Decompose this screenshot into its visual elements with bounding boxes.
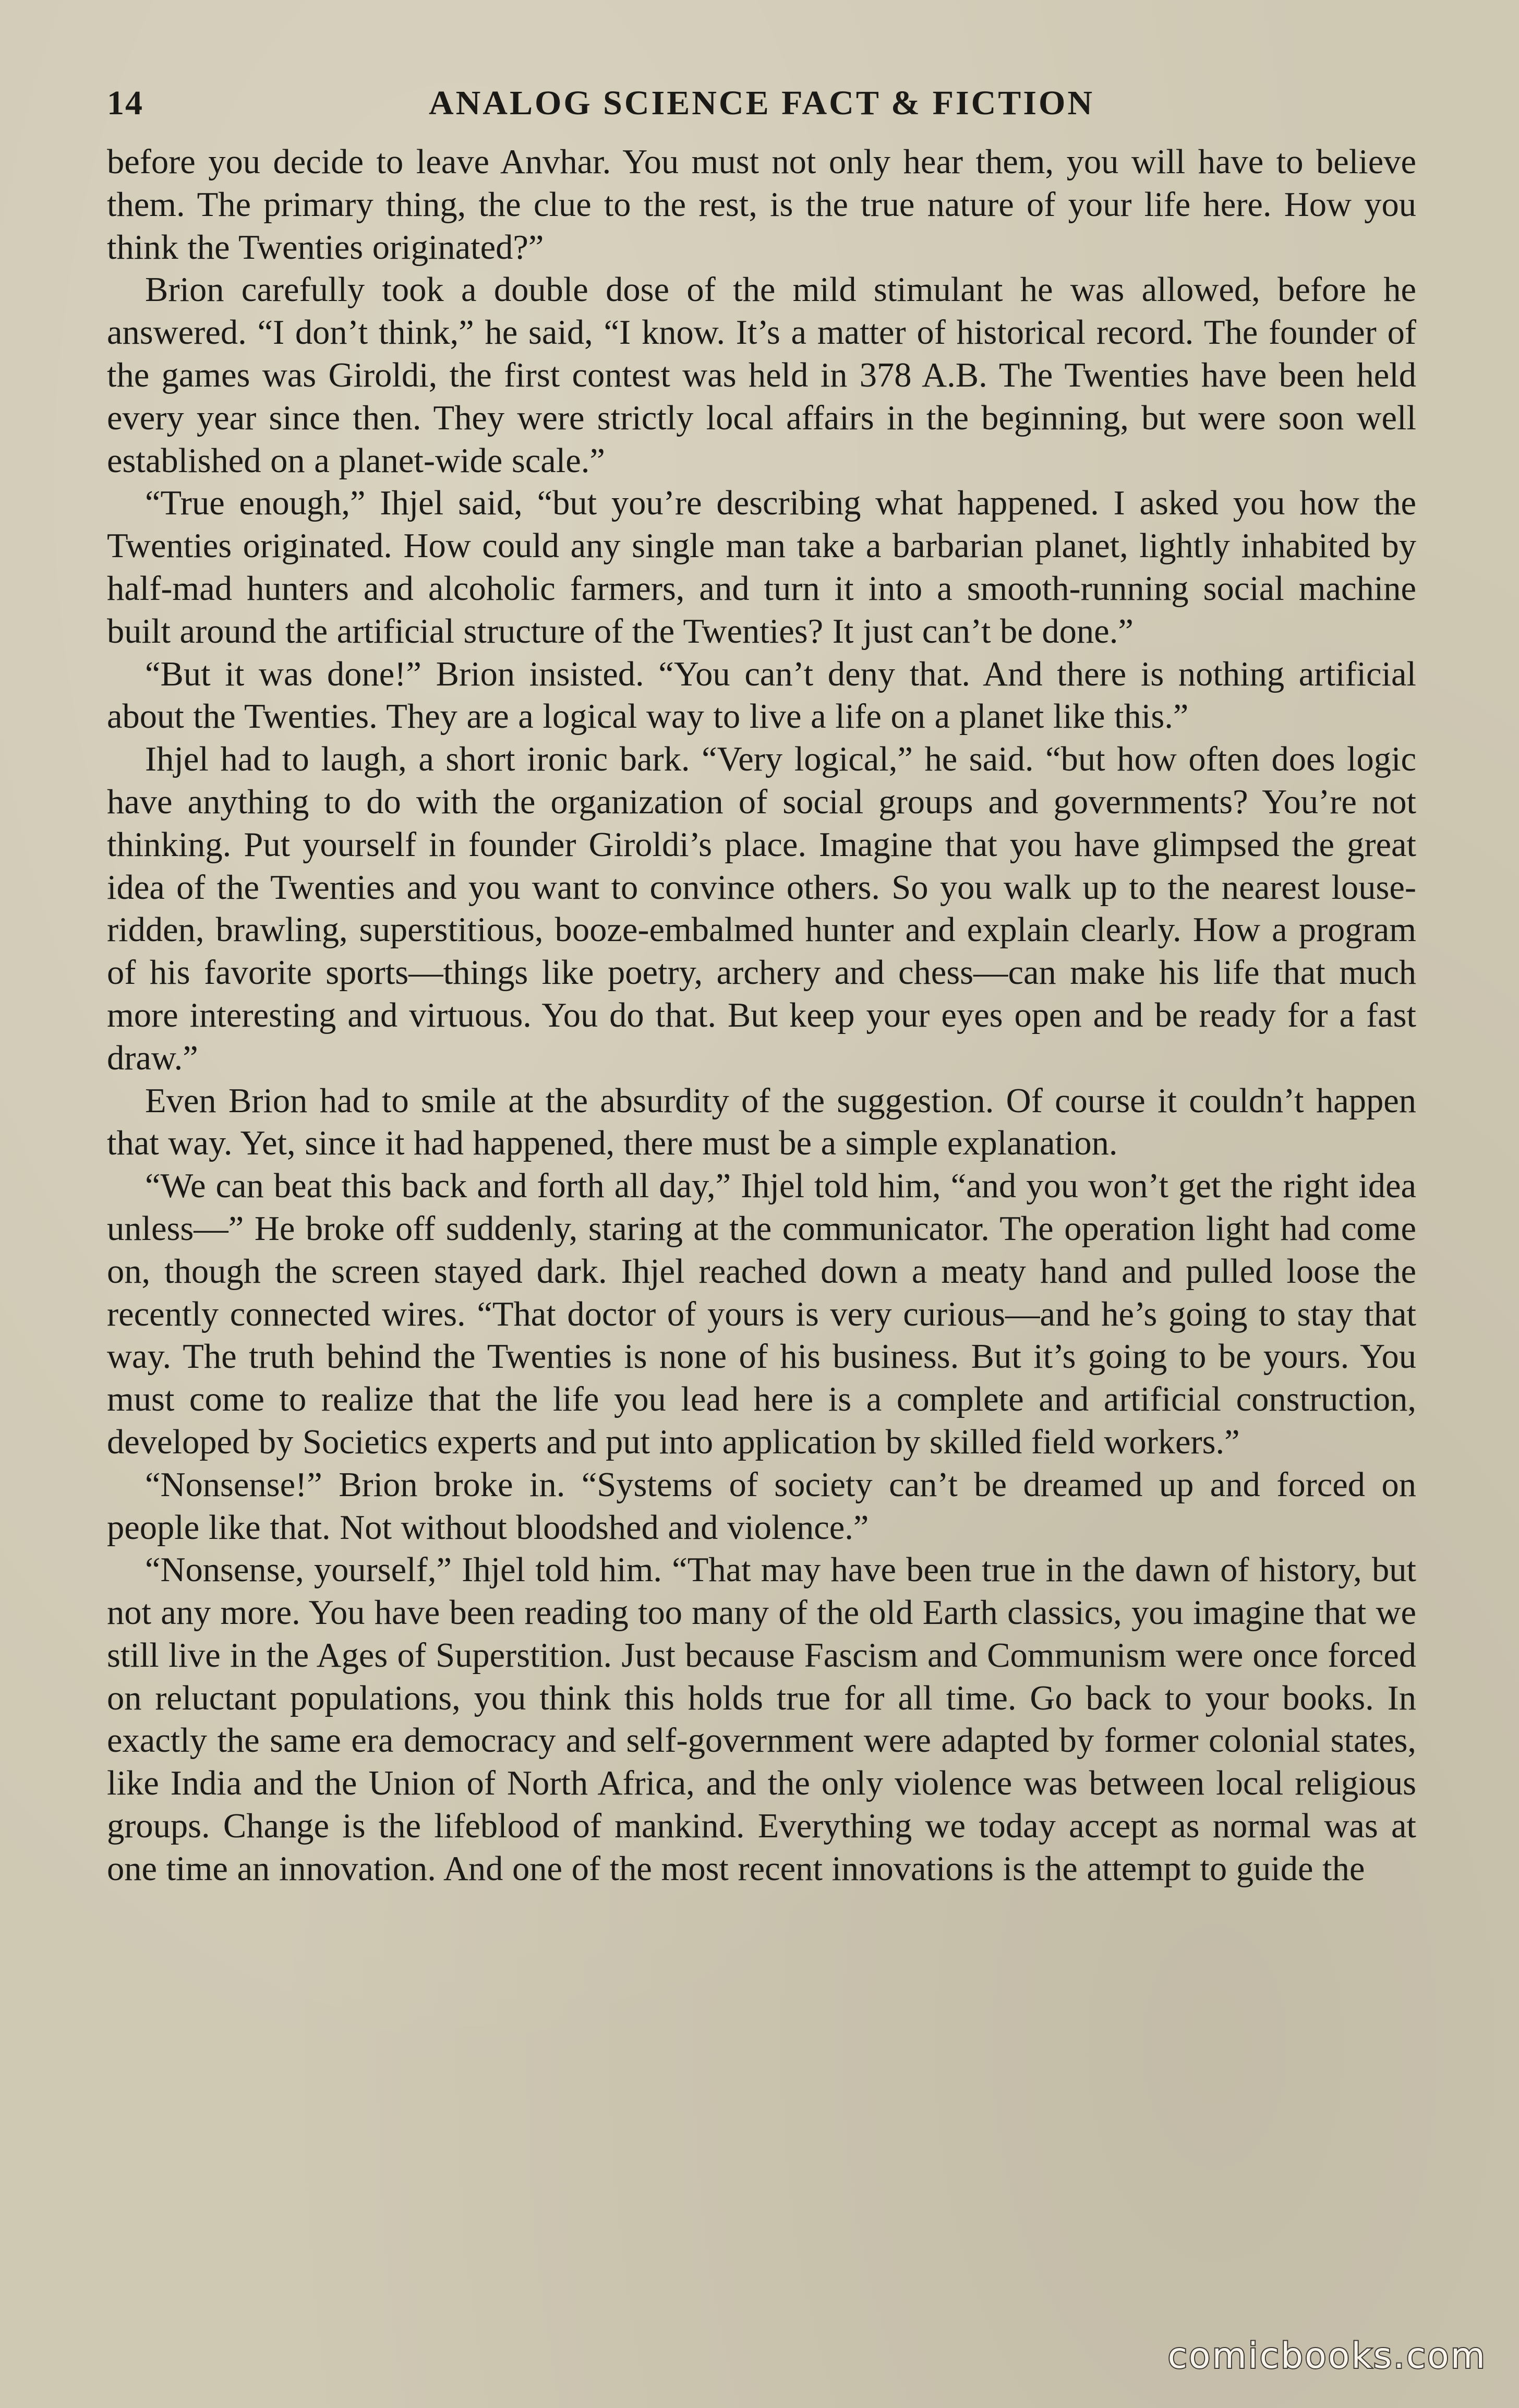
paragraph: Even Brion had to smile at the absurdity of the suggestion. Of course it couldn’t happen that way. Yet, since it had happened, there must be a simple explanation. bbox=[107, 1081, 1416, 1163]
paragraph: “True enough,” Ihjel said, “but you’re describing what happened. I asked you how the Twenties originated. How could any single man take a barbarian planet, lightly inhabited by half-mad hunters and alcoholic farmers, and turn it into a smooth-running social machine built around the artificial structure of the Twenties? It just can’t be done.” bbox=[107, 484, 1416, 651]
paragraph: “We can beat this back and forth all day,” Ihjel told him, “and you won’t get the right idea unless—” He broke off suddenly, staring at the communicator. The operation light had come on, though the screen stayed dark. Ihjel reached down a meaty hand and pulled loose the recently connected wires. “That doctor of yours is very curious—and he’s going to stay that way. The truth behind the Twenties is none of his business. But it’s going to be yours. You must come to realize that the life you lead here is a complete and artificial construction, developed by Societics experts and put into application by skilled field workers.” bbox=[107, 1167, 1416, 1461]
running-title: ANALOG SCIENCE FACT & FICTION bbox=[428, 84, 1095, 122]
page-number: 14 bbox=[107, 84, 143, 122]
paragraph: “Nonsense!” Brion broke in. “Systems of society can’t be dreamed up and forced on people like that. Not without bloodshed and violence.” bbox=[107, 1465, 1416, 1547]
paragraph: Brion carefully took a double dose of the mild stimulant he was allowed, before he answered. “I don’t think,” he said, “I know. It’s a matter of historical record. The founder of the games was Giroldi, the first contest was held in 378 A.B. The Twenties have been held every year since then. They were strictly local affairs in the beginning, but were soon well established on a planet-wide scale.” bbox=[107, 271, 1416, 480]
paragraph: Ihjel had to laugh, a short ironic bark. “Very logical,” he said. “but how often does logic have anything to do with the organization of social groups and governments? You’re not thinking. Put yourself in founder Giroldi’s place. Imagine that you have glimpsed the great idea of the Twenties and you want to convince others. So you walk up to the nearest louse-ridden, brawling, superstitious, booze-embalmed hunter and explain clearly. How a program of his favorite sports—things like poetry, archery and chess—can make his life that much more interesting and virtuous. You do that. But keep your eyes open and be ready for a fast draw.” bbox=[107, 740, 1416, 1077]
paragraph: “Nonsense, yourself,” Ihjel told him. “That may have been true in the dawn of history, but not any more. You have been reading too many of the old Earth classics, you imagine that we still live in the Ages of Superstition. Just because Fascism and Communism were once forced on reluctant populations, you think this holds true for all time. Go back to your books. In exactly the same era democracy and self-government were adapted by former colonial states, like India and the Union of North Africa, and the only violence was between local religious groups. Change is the lifeblood of mankind. Everything we today accept as normal was at one time an innovation. And one of the most recent innovations is the attempt to guide the bbox=[107, 1551, 1416, 1888]
body-text bbox=[107, 141, 1416, 1891]
running-head bbox=[107, 83, 1416, 141]
site-watermark: comicbooks.com bbox=[1167, 2335, 1487, 2377]
paragraph: “But it was done!” Brion insisted. “You can’t deny that. And there is nothing artificial about the Twenties. They are a logical way to live a life on a planet like this.” bbox=[107, 655, 1416, 736]
paragraph: before you decide to leave Anvhar. You must not only hear them, you will have to believe them. The primary thing, the clue to the rest, is the true nature of your life here. How you think the Twenties originated?” bbox=[107, 143, 1416, 267]
book-page bbox=[107, 83, 1416, 2327]
